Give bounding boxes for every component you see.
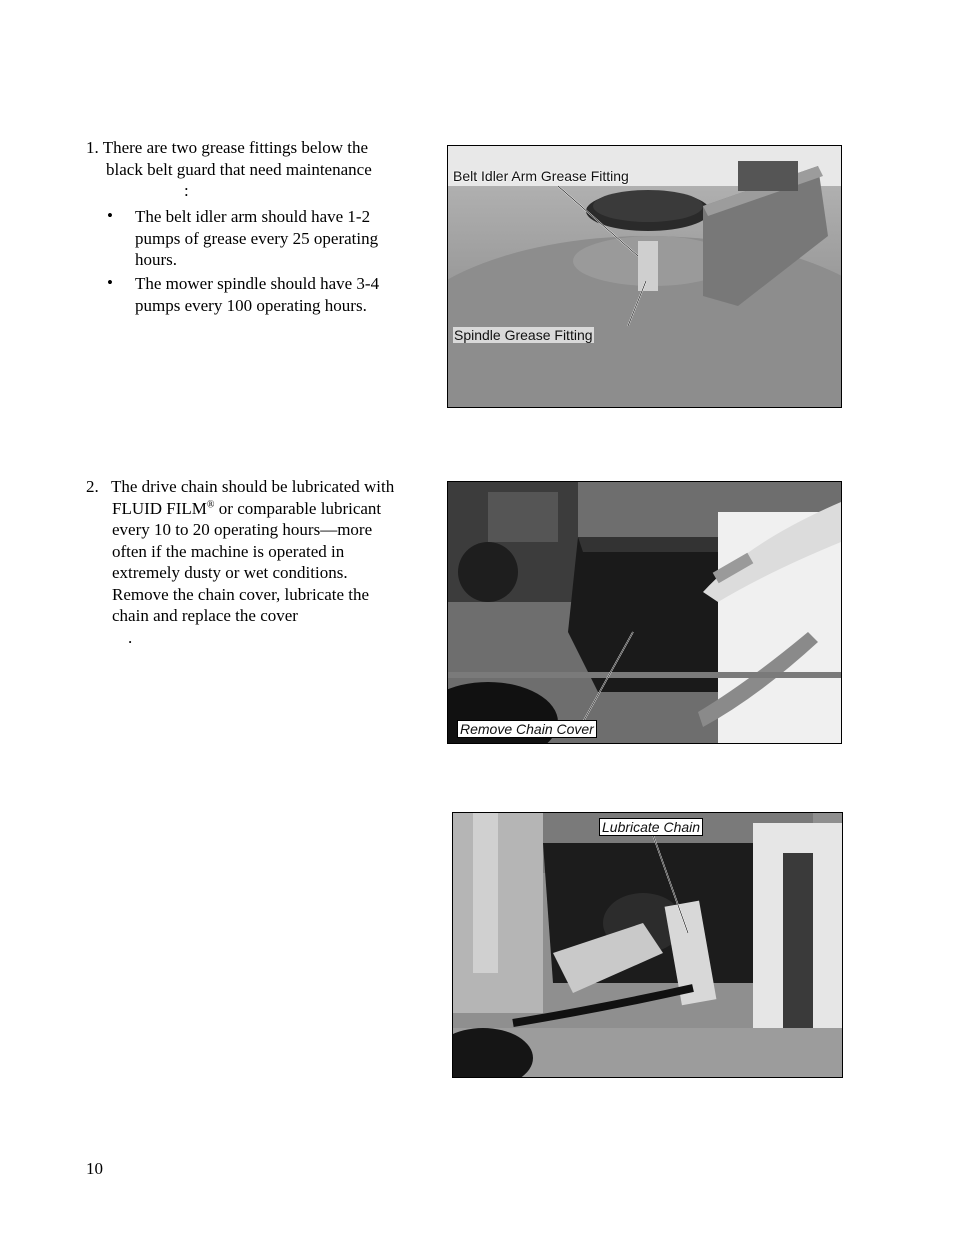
photo-remove-chain-cover [447,481,842,744]
step1-intro-line2: black belt guard that need maintenance [106,159,372,179]
bullet-line: pumps of grease every 25 operating [135,228,379,248]
callout-remove-chain-cover: Remove Chain Cover [457,720,597,738]
grease-fittings-illustration [448,146,841,407]
photo-grease-fittings [447,145,842,408]
callout-spindle-grease: Spindle Grease Fitting [454,327,593,343]
bullet-marker: • [107,273,113,292]
page-number: 10 [86,1159,103,1178]
registered-mark: ® [206,498,215,510]
step2-line1 [86,476,431,498]
photo-lubricate-chain [452,812,843,1078]
bullet-line: hours. [135,250,178,269]
chain-cover-illustration [448,482,841,743]
step1-bullet-1 [135,206,435,271]
step2-text-line: every 10 to 20 operating hours—more [112,520,373,539]
step2-text-line: or comparable lubricant [214,498,382,518]
step2-line2 [86,498,431,520]
step2-text-line: The drive chain should be lubricated with [111,477,395,496]
step1-line1 [86,137,426,159]
callout-lubricate-chain: Lubricate Chain [599,818,703,836]
step1-bullet-2 [135,273,435,316]
step2-text-line: Remove the chain cover, lubricate the [112,584,370,604]
step2-text-line: often if the machine is operated in [112,541,345,561]
step2-text-line: . [128,627,133,647]
step1-block [86,137,426,202]
step2-block [86,476,431,648]
bullet-line: The mower spindle should have 3-4 [135,274,380,293]
bullet-line: pumps every 100 operating hours. [135,295,367,315]
step1-number: 1. [86,138,99,157]
step1-intro-line1: There are two grease fittings below the [102,138,368,157]
bullet-marker: • [107,206,113,225]
fluid-film-brand: FLUID FILM [112,498,207,518]
step2-number: 2. [86,477,99,496]
step2-text-line: chain and replace the cover [112,606,298,625]
step2-text-line: extremely dusty or wet conditions. [112,563,348,582]
bullet-line: The belt idler arm should have 1-2 [135,207,371,226]
callout-belt-idler-arm: Belt Idler Arm Grease Fitting [453,168,629,184]
step1-intro-line3: : [184,181,189,200]
lubricate-chain-illustration [453,813,842,1077]
